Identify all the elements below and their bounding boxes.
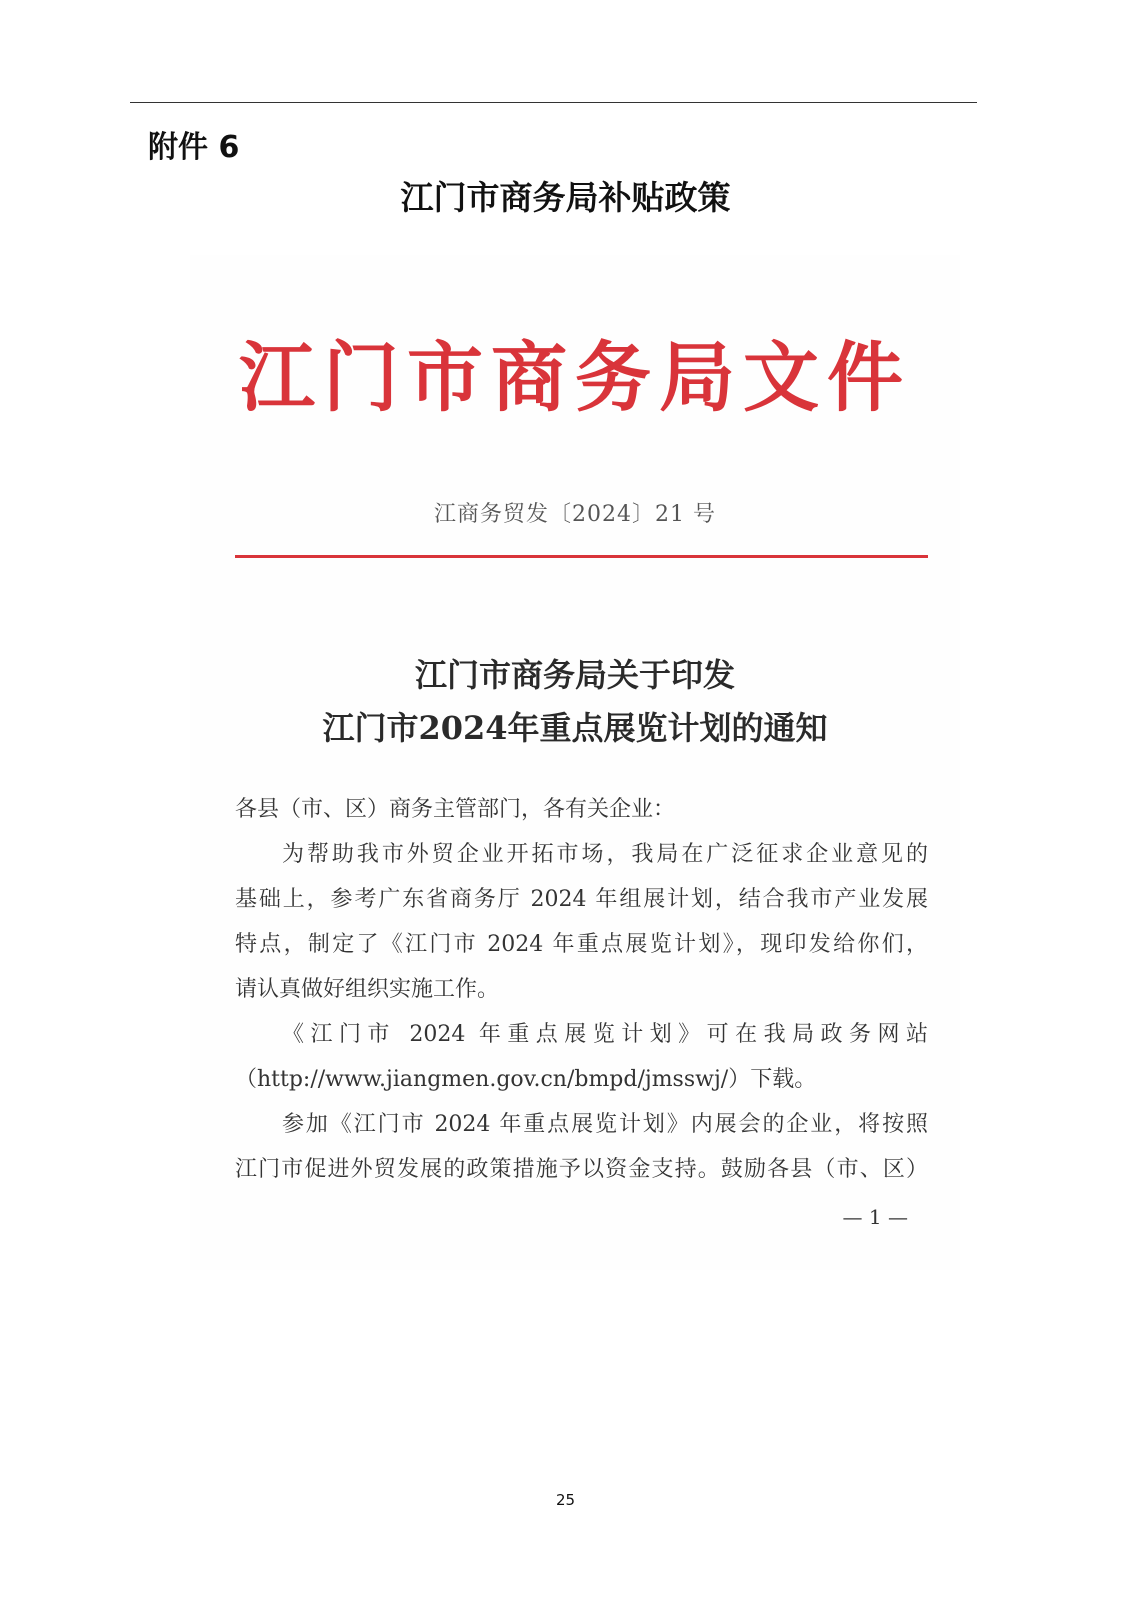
body-line: 请认真做好组织实施工作。 bbox=[235, 977, 500, 1002]
top-divider bbox=[130, 102, 977, 103]
document-number: 江商务贸发〔2024〕21 号 bbox=[434, 502, 716, 527]
body-line: 参加《江门市 2024 年重点展览计划》内展会的企业，将按照 bbox=[282, 1112, 928, 1137]
scanned-document bbox=[190, 255, 960, 1270]
body-line: 基础上，参考广东省商务厅 2024 年组展计划，结合我市产业发展 bbox=[235, 887, 928, 912]
salutation: 各县（市、区）商务主管部门，各有关企业： bbox=[235, 797, 676, 822]
body-line: 《江门市 2024 年重点展览计划》可在我局政务网站 bbox=[282, 1022, 928, 1047]
body-line: （http://www.jiangmen.gov.cn/bmpd/jmsswj/）下载。 bbox=[235, 1067, 817, 1092]
scanned-page-number: — 1 — bbox=[842, 1205, 908, 1229]
body-line: 江门市促进外贸发展的政策措施予以资金支持。鼓励各县（市、区） bbox=[235, 1157, 928, 1182]
notice-title-line-2: 江门市2024年重点展览计划的通知 bbox=[322, 709, 828, 747]
page-title: 江门市商务局补贴政策 bbox=[400, 178, 731, 217]
body-line: 为帮助我市外贸企业开拓市场，我局在广泛征求企业意见的 bbox=[282, 842, 928, 867]
letterhead: 江门市商务局文件 bbox=[239, 333, 911, 422]
red-divider bbox=[235, 555, 928, 558]
attachment-label: 附件 6 bbox=[148, 130, 240, 165]
footer-page-number: 25 bbox=[555, 1491, 576, 1509]
body-line: 特点，制定了《江门市 2024 年重点展览计划》，现印发给你们， bbox=[235, 932, 928, 957]
notice-title-line-1: 江门市商务局关于印发 bbox=[414, 656, 735, 694]
